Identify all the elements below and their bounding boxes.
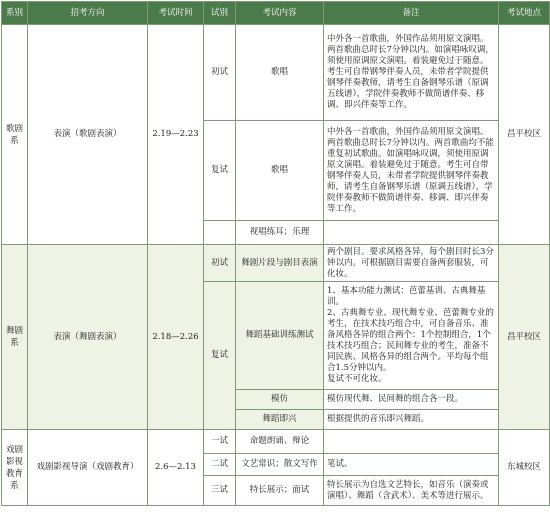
content-cell: 舞蹈即兴 [236,410,324,430]
note-cell: 特长展示为自选文艺特长，如音乐（演奏或演唱）、舞蹈（含武术）、美术等进行展示。 [324,476,499,506]
header-time: 考试时间 [148,2,204,25]
exam-schedule-table [1,1,550,506]
note-cell: 中外各一首歌曲，外国作品须用原文演唱。两首歌曲总时长7分钟以内。如演唱咏叹调，须使用原调原文演唱。着装避免过于随意。考生可自带钢琴伴奏人员，未带者学院提供钢琴伴奏教师，请考生自备钢琴乐谱（原调五线谱），学院伴奏教师不做简谱伴奏、移调、即兴伴奏等工作。 [324,25,499,121]
direction-cell: 表演（歌剧表演） [28,25,148,245]
direction-cell: 戏剧影视导演（戏剧教育） [28,430,148,506]
empty-cell [324,221,499,245]
content-cell: 特长展示；面试 [236,476,324,506]
stage-cell: 复试 [204,121,236,221]
header-content: 考试内容 [236,2,324,25]
header-stage: 试别 [204,2,236,25]
content-cell: 歌唱 [236,121,324,221]
table-row [2,25,550,121]
table-row [2,430,550,454]
header-location: 考试地点 [499,2,550,25]
stage-cell: 三试 [204,476,236,506]
stage-cell: 初试 [204,25,236,121]
note-cell: 根据提供的音乐即兴舞蹈。 [324,410,499,430]
time-cell: 2.6—2.13 [148,430,204,506]
dept-cell: 歌剧系 [2,25,28,245]
note-cell: 两个剧目。要求风格各异，每个剧目时长3分钟以内。可根据剧目需要自备两套服装，可化妆。 [324,245,499,282]
content-cell: 舞剧片段与剧目表演 [236,245,324,282]
dept-cell: 舞剧系 [2,245,28,430]
note-cell: 模仿现代舞、民间舞的组合各一段。 [324,390,499,410]
content-cell: 文艺常识；散文写作 [236,454,324,476]
stage-cell: 一试 [204,430,236,454]
content-cell: 歌唱 [236,25,324,121]
content-cell: 模仿 [236,390,324,410]
table-row [2,245,550,282]
note-cell: 中外各一首歌曲，外国作品须用原文演唱。两首歌曲总时长7分钟以内。两首歌曲均不能重复初试歌曲。如演唱咏叹调，须使用原调原文演唱。着装避免过于随意。考生可自带钢琴伴奏人员，未带者学院提供钢琴伴奏教师，请考生自备钢琴乐谱（原调五线谱），学院伴奏教师不做简谱伴奏、移调、即兴伴奏等工作。 [324,121,499,221]
header-direction: 招考方向 [28,2,148,25]
stage-cell: 复试 [204,282,236,430]
header-dept: 系别 [2,2,28,25]
note-cell [324,430,499,454]
empty-cell [204,221,236,245]
note-cell: 1、基本功能力测试：芭蕾基训、古典舞基训。 2、古典舞专业、现代舞专业、芭蕾舞专业的考生，在技术技巧组合中，可自备音乐、准备风格各异的组合两个：1个控制组合，1个技术技巧组合；民间舞专业的考生，准备不同民族、风格各异的组合两个。平均每个组合1.5分钟以内。 复试不可化妆。 [324,282,499,390]
location-cell: 昌平校区 [499,245,550,430]
time-cell: 2.18—2.26 [148,245,204,430]
header-note: 备注 [324,2,499,25]
content-cell: 命题朗诵、辩论 [236,430,324,454]
dept-cell: 戏剧影视教育系 [2,430,28,506]
stage-cell: 初试 [204,245,236,282]
direction-cell: 表演（舞剧表演） [28,245,148,430]
content-cell: 舞蹈基础训练测试 [236,282,324,390]
header-row [2,2,550,25]
time-cell: 2.19—2.23 [148,25,204,245]
location-cell: 东城校区 [499,430,550,506]
location-cell: 昌平校区 [499,25,550,245]
content-cell: 视唱练耳；乐理 [236,221,324,245]
note-cell: 笔试。 [324,454,499,476]
stage-cell: 二试 [204,454,236,476]
